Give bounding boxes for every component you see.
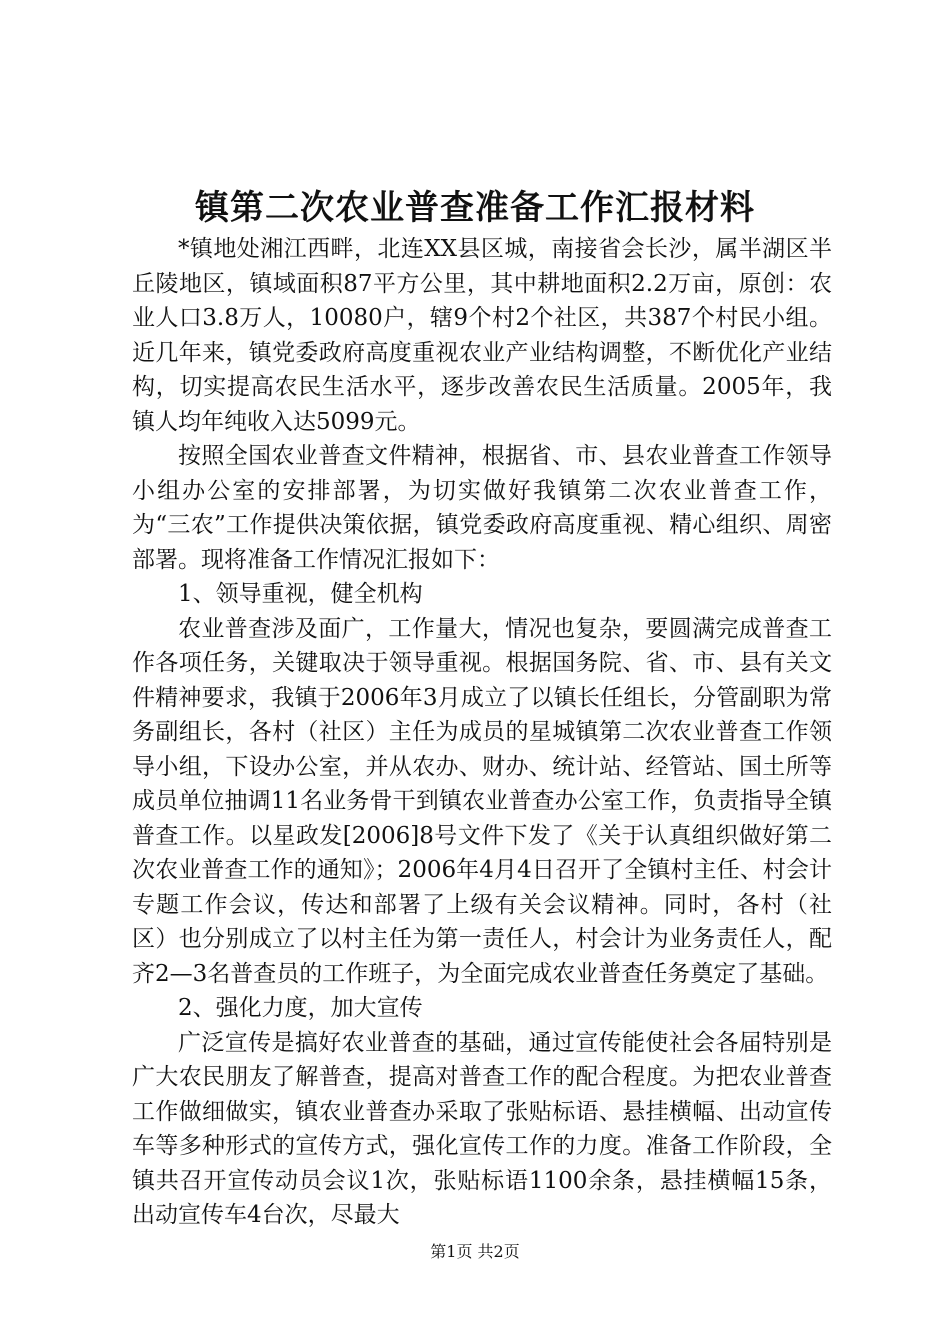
- paragraph-town-overview: *镇地处湘江西畔，北连XX县区城，南接省会长沙，属半湖区半丘陵地区，镇域面积87平方公里，其中耕地面积2.2万亩，原创：农业人口3.8万人，10080户，辖9个村2个社区，共387个村民小组。近几年来，镇党委政府高度重视农业产业结构调整，不断优化产业结构，切实提高农民生活水平，逐步改善农民生活质量。2005年，我镇人均年纯收入达5099元。: [132, 236, 832, 435]
- document-title: 镇第二次农业普查准备工作汇报材料: [195, 188, 755, 228]
- page-number-footer: 第1页 共2页: [430, 1242, 520, 1261]
- document-body: [132, 232, 832, 1233]
- section-heading-leadership: 1、领导重视，健全机构: [178, 581, 423, 607]
- paragraph-publicity: 广泛宣传是搞好农业普查的基础，通过宣传能使社会各届特别是广大农民朋友了解普查，提高对普查工作的配合程度。为把农业普查工作做细做实，镇农业普查办采取了张贴标语、悬挂横幅、出动宣传车等多种形式的宣传方式，强化宣传工作的力度。准备工作阶段，全镇共召开宣传动员会议1次，张贴标语1100余条，悬挂横幅15条，出动宣传车4台次，尽最大: [132, 1029, 832, 1228]
- paragraph-leadership: 农业普查涉及面广，工作量大，情况也复杂，要圆满完成普查工作各项任务，关键取决于领导重视。根据国务院、省、市、县有关文件精神要求，我镇于2006年3月成立了以镇长任组长，分管副职为常务副组长，各村（社区）主任为成员的星城镇第二次农业普查工作领导小组，下设办公室，并从农办、财办、统计站、经管站、国土所等成员单位抽调11名业务骨干到镇农业普查办公室工作，负责指导全镇普查工作。以星政发[2006]8号文件下发了《关于认真组织做好第二次农业普查工作的通知》；2006年4月4日召开了全镇村主任、村会计专题工作会议，传达和部署了上级有关会议精神。同时，各村（社区）也分别成立了以村主任为第一责任人，村会计为业务责任人，配齐2—3名普查员的工作班子，为全面完成农业普查任务奠定了基础。: [132, 615, 832, 987]
- paragraph-preparation-intro: 按照全国农业普查文件精神，根据省、市、县农业普查工作领导小组办公室的安排部署，为切实做好我镇第二次农业普查工作，为“三农”工作提供决策依据，镇党委政府高度重视、精心组织、周密部署。现将准备工作情况汇报如下：: [132, 443, 832, 573]
- section-heading-publicity: 2、强化力度，加大宣传: [178, 995, 423, 1021]
